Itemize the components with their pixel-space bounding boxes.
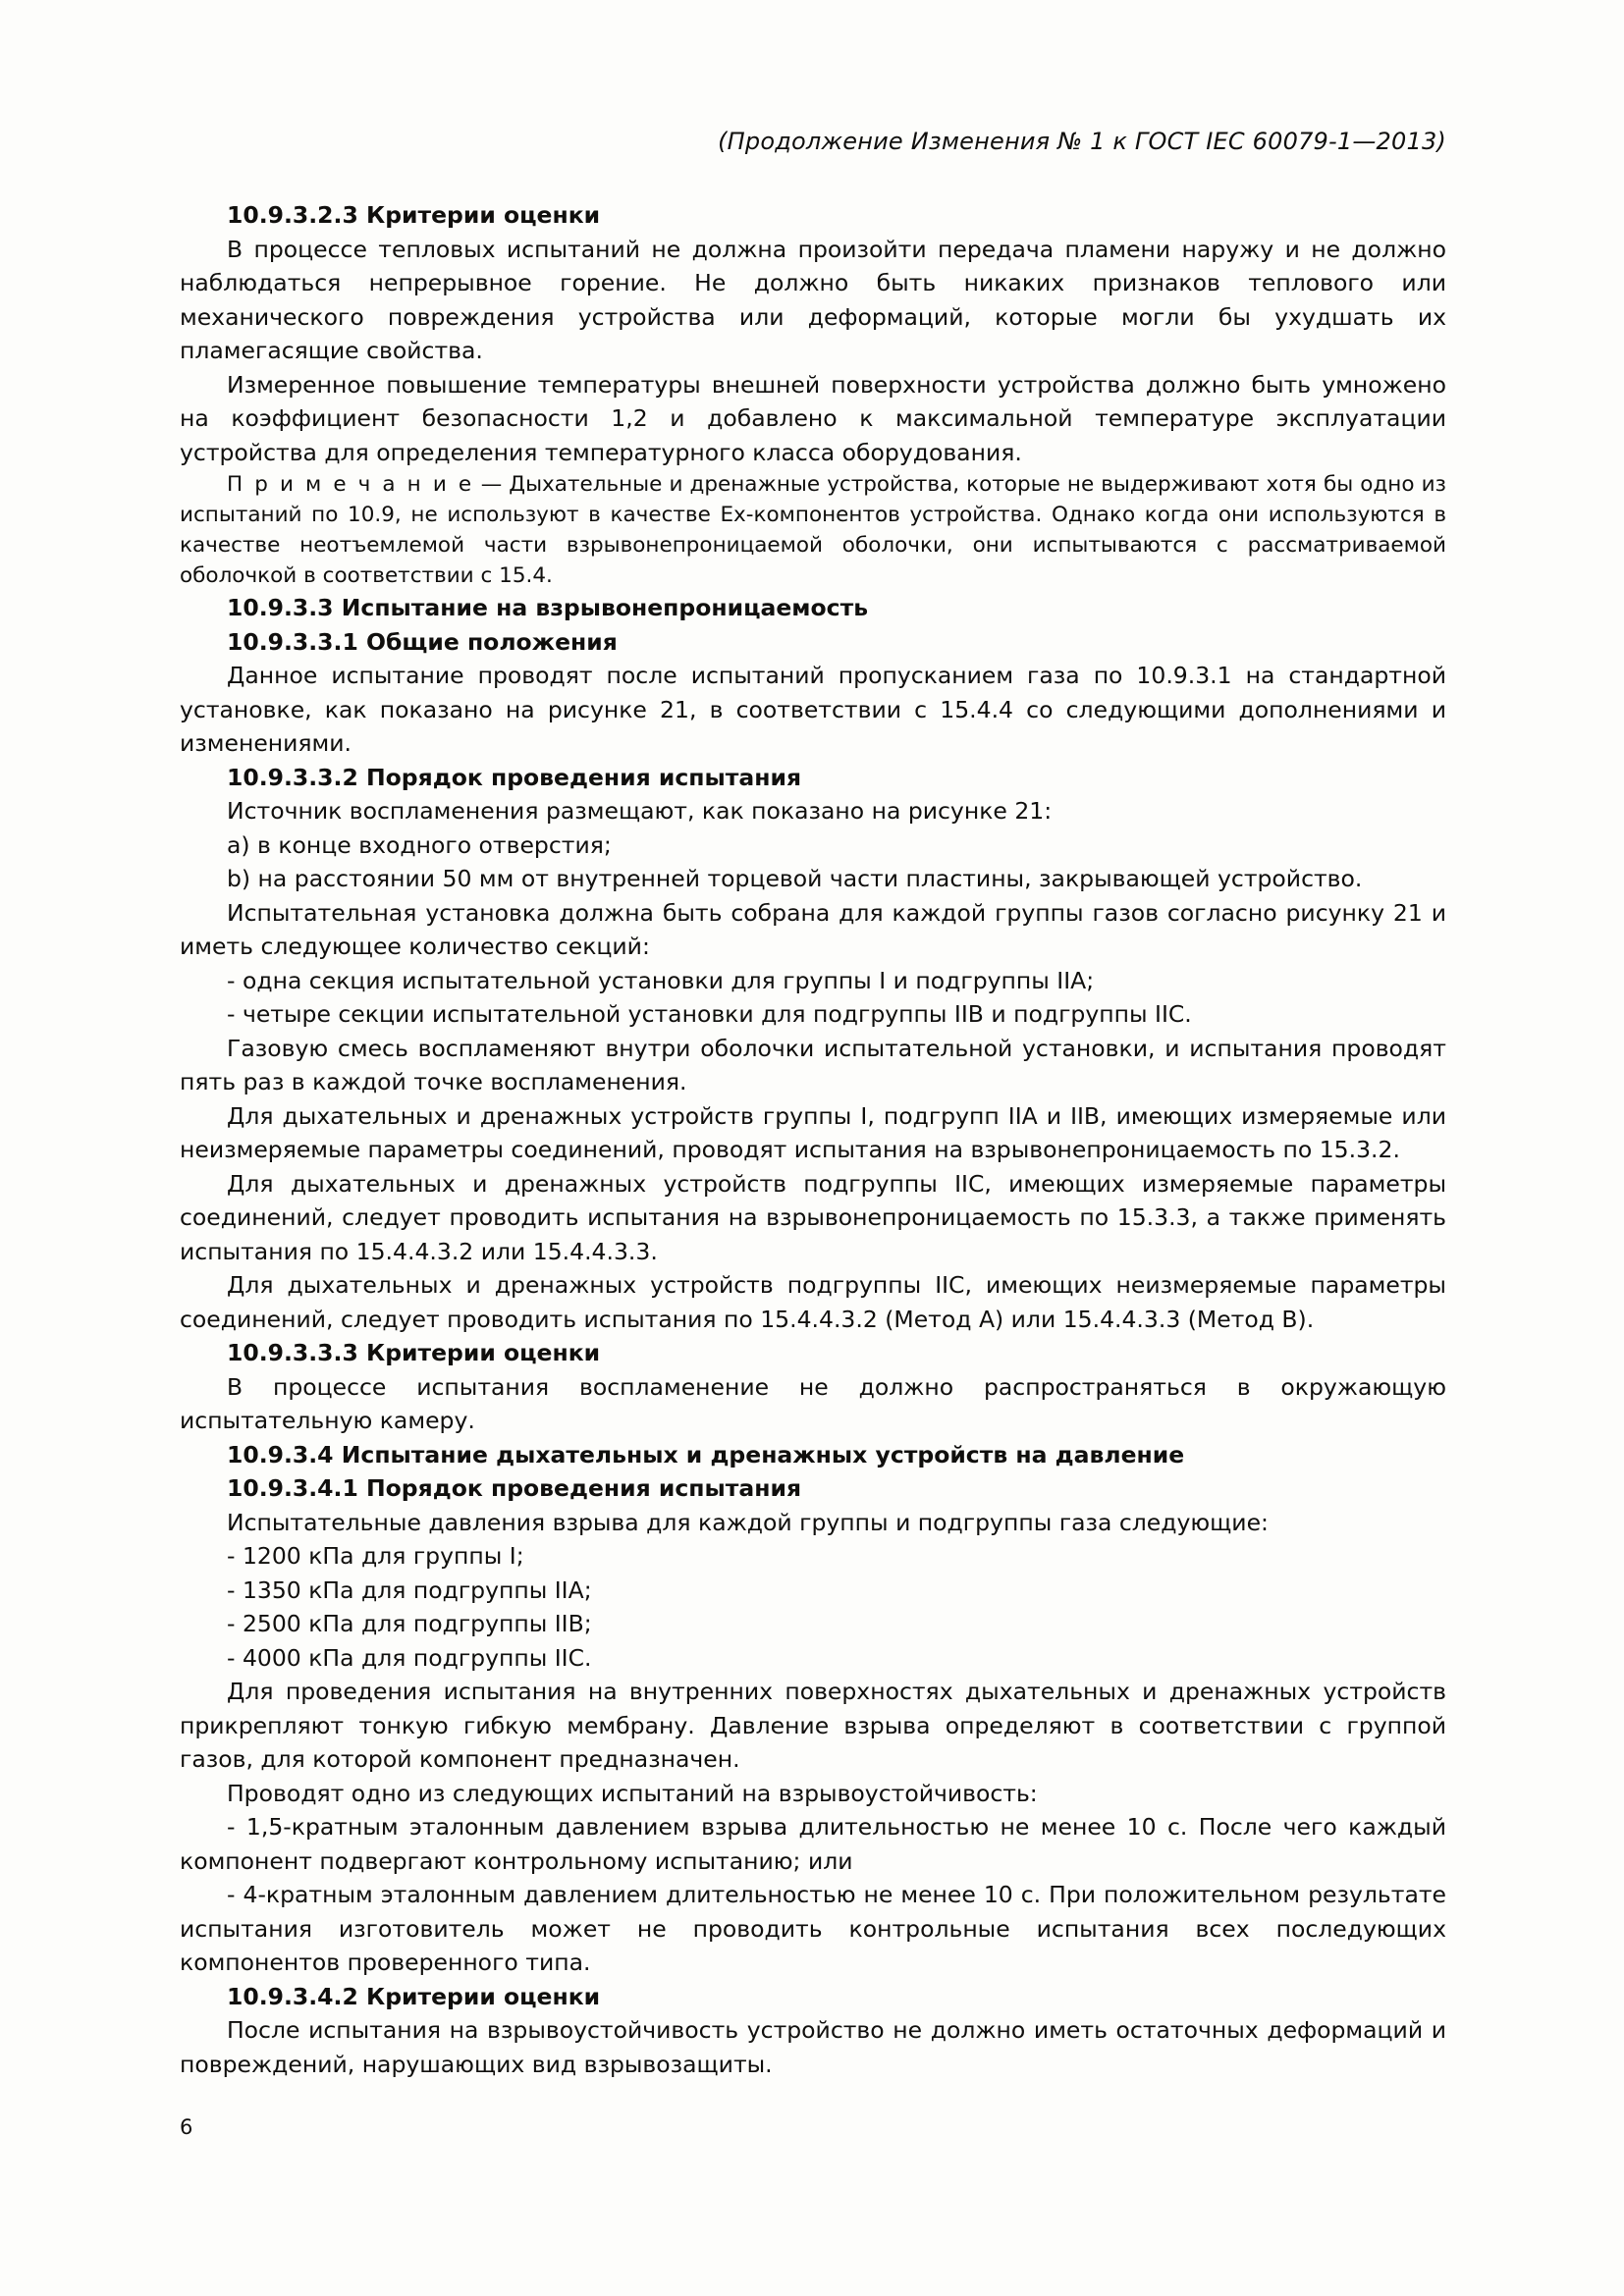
paragraph-flame-propagation-criteria: В процессе испытания воспламенение не должно распространяться в окружающую испытательную камеру. bbox=[180, 1372, 1446, 1434]
list-item-one-section: - одна секция испытательной установки для группы I и подгруппы IIA; bbox=[227, 966, 1095, 994]
section-heading-10-9-3-3-2: 10.9.3.3.2 Порядок проведения испытания bbox=[227, 763, 802, 791]
list-item-2500-kpa: - 2500 кПа для подгруппы IIB; bbox=[227, 1610, 592, 1637]
section-heading-10-9-3-4-2: 10.9.3.4.2 Критерии оценки bbox=[227, 1982, 601, 2010]
running-head: (Продолжение Изменения № 1 к ГОСТ IEC 60079-1—2013) bbox=[718, 128, 1446, 155]
list-item-4-times: - 4-кратным эталонным давлением длительностью не менее 10 с. При положительном результате испытания изготовитель может не проводить контрольные испытания всех последующих компонентов проверенного типа. bbox=[180, 1881, 1446, 1976]
paragraph-temperature-rise: Измеренное повышение температуры внешней поверхности устройства должно быть умножено на коэффициент безопасности 1,2 и добавлено к максимальной температуре эксплуатации устройства для определения температурного класса оборудования. bbox=[180, 370, 1446, 466]
paragraph-thermal-test-criteria: В процессе тепловых испытаний не должна произойти передача пламени наружу и не должно наблюдаться непрерывное горение. Не должно быть никаких признаков теплового или механического повреждения устройства или деформаций, которые могли бы ухудшать их пламегасящие свойства. bbox=[180, 235, 1446, 364]
paragraph-gas-mixture-ignition: Газовую смесь воспламеняют внутри оболочки испытательной установки, и испытания проводят пять раз в каждой точке воспламенения. bbox=[180, 1034, 1446, 1095]
section-heading-10-9-3-3-1: 10.9.3.3.1 Общие положения bbox=[227, 627, 618, 656]
list-item-b: b) на расстоянии 50 мм от внутренней торцевой части пластины, закрывающей устройство. bbox=[227, 865, 1363, 892]
page-content bbox=[180, 128, 1446, 2081]
paragraph-iic-measurable: Для дыхательных и дренажных устройств подгруппы IIC, имеющих измеряемые параметры соединений, следует проводить испытания на взрывонепроницаемость по 15.3.3, а также применять испытания по 15.4.4.3.2 или 15.4.4.3.3. bbox=[180, 1169, 1446, 1265]
paragraph-general-provisions: Данное испытание проводят после испытаний пропусканием газа по 10.9.3.1 на стандартной установке, как показано на рисунке 21, в соответствии с 15.4.4 со следующими дополнениями и изменениями. bbox=[180, 662, 1446, 757]
paragraph-test-apparatus-sections: Испытательная установка должна быть собрана для каждой группы газов согласно рисунку 21 и иметь следующее количество секций: bbox=[180, 898, 1446, 960]
section-heading-10-9-3-2-3: 10.9.3.2.3 Критерии оценки bbox=[227, 201, 601, 229]
list-item-four-sections: - четыре секции испытательной установки для подгруппы IIB и подгруппы IIC. bbox=[227, 1000, 1192, 1028]
note-text: — Дыхательные и дренажные устройства, которые не выдерживают хотя бы одно из испытаний по 10.9, не используют в качестве Ex-компонентов устройства. Однако когда они используются в качестве неотъемлемой части взрывонепроницаемой оболочки, они испытываются с рассматриваемой оболочкой в соответствии с 15.4. bbox=[180, 472, 1446, 588]
note-label: П р и м е ч а н и е bbox=[227, 472, 474, 497]
list-item-a: a) в конце входного отверстия; bbox=[227, 830, 612, 859]
page-number: 6 bbox=[180, 2115, 193, 2139]
paragraph-test-pressures: Испытательные давления взрыва для каждой группы и подгруппы газа следующие: bbox=[227, 1508, 1269, 1536]
paragraph-membrane: Для проведения испытания на внутренних поверхностях дыхательных и дренажных устройств прикрепляют тонкую гибкую мембрану. Давление взрыва определяют в соответствии с группой газов, для которой компонент предназначен. bbox=[180, 1678, 1446, 1773]
section-heading-10-9-3-3-3: 10.9.3.3.3 Критерии оценки bbox=[227, 1339, 601, 1366]
paragraph-final-criteria: После испытания на взрывоустойчивость устройство не должно иметь остаточных деформаций и повреждений, нарушающих вид взрывозащиты. bbox=[180, 2016, 1446, 2078]
paragraph-group-i-iia-iib: Для дыхательных и дренажных устройств группы I, подгрупп IIA и IIB, имеющих измеряемые или неизмеряемые параметры соединений, проводят испытания на взрывонепроницаемость по 15.3.2. bbox=[180, 1101, 1446, 1163]
paragraph-overpressure-tests: Проводят одно из следующих испытаний на взрывоустойчивость: bbox=[227, 1779, 1038, 1807]
list-item-1-5-times: - 1,5-кратным эталонным давлением взрыва длительностью не менее 10 с. После чего каждый компонент подвергают контрольному испытанию; или bbox=[180, 1813, 1446, 1875]
list-item-1200-kpa: - 1200 кПа для группы I; bbox=[227, 1542, 524, 1570]
paragraph-iic-non-measurable: Для дыхательных и дренажных устройств подгруппы IIC, имеющих неизмеряемые параметры соединений, следует проводить испытания по 15.4.4.3.2 (Метод A) или 15.4.4.3.3 (Метод B). bbox=[180, 1271, 1446, 1333]
section-heading-10-9-3-4-1: 10.9.3.4.1 Порядок проведения испытания bbox=[227, 1474, 802, 1502]
paragraph-ignition-source: Источник воспламенения размещают, как показано на рисунке 21: bbox=[227, 797, 1053, 825]
list-item-4000-kpa: - 4000 кПа для подгруппы IIC. bbox=[227, 1643, 592, 1672]
section-heading-10-9-3-4: 10.9.3.4 Испытание дыхательных и дренажных устройств на давление bbox=[227, 1440, 1185, 1468]
list-item-1350-kpa: - 1350 кПа для подгруппы IIA; bbox=[227, 1575, 592, 1604]
section-heading-10-9-3-3: 10.9.3.3 Испытание на взрывонепроницаемость bbox=[227, 594, 869, 621]
note-breathing-draining-devices bbox=[180, 469, 1446, 591]
